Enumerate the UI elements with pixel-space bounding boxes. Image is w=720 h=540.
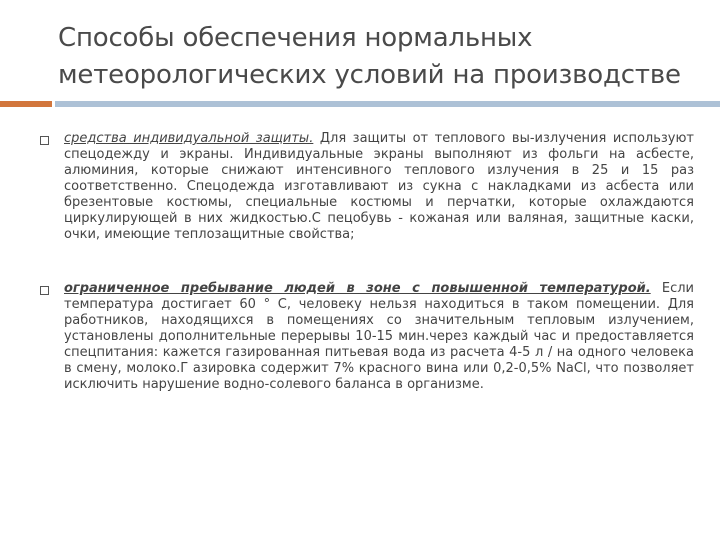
bullet-paragraph-1 xyxy=(64,131,694,243)
title-divider-bar xyxy=(55,101,720,107)
bullet-2-lead: ограниченное пребывание людей в зоне с повышенной температурой. xyxy=(64,281,651,296)
title-accent-bar xyxy=(0,101,52,107)
title-line-1: Способы обеспечения нормальных xyxy=(58,23,533,53)
slide-title xyxy=(58,20,698,94)
bullet-square-icon xyxy=(40,286,49,295)
bullet-1-text: Для защиты от теплового вы-излучения используют спецодежду и экраны. Индивидуальные экраны выполняют из фольги на асбесте, алюминия, которые снижают интенсивного теплового излучения в 25 и 15 раз соответственно. Спецодежда изготавливают из сукна с накладками из асбеста или брезентовые костюмы, специальные костюмы и перчатки, которые охлаждаются циркулирующей в них жидкостью.С пецобувь - кожаная или валяная, защитные каски, очки, имеющие теплозащитные свойства; xyxy=(64,131,694,242)
bullet-paragraph-2 xyxy=(64,281,694,393)
bullet-1-lead: средства индивидуальной защиты. xyxy=(64,131,314,146)
title-line-2: метеорологических условий на производстве xyxy=(58,60,681,90)
bullet-2-text: Если температура достигает 60 ° С, человеку нельзя находиться в таком помещении. Для работников, находящихся в помещениях со значительным тепловым излучением, установлены дополнительные перерывы 10-15 мин.через каждый час и предоставляется спецпитания: кажется газированная питьевая вода из расчета 4-5 л / на одного человека в смену, молоко.Г азировка содержит 7% красного вина или 0,2-0,5% NaCl, что позволяет исключить нарушение водно-солевого баланса в организме. xyxy=(64,281,694,392)
bullet-square-icon xyxy=(40,136,49,145)
